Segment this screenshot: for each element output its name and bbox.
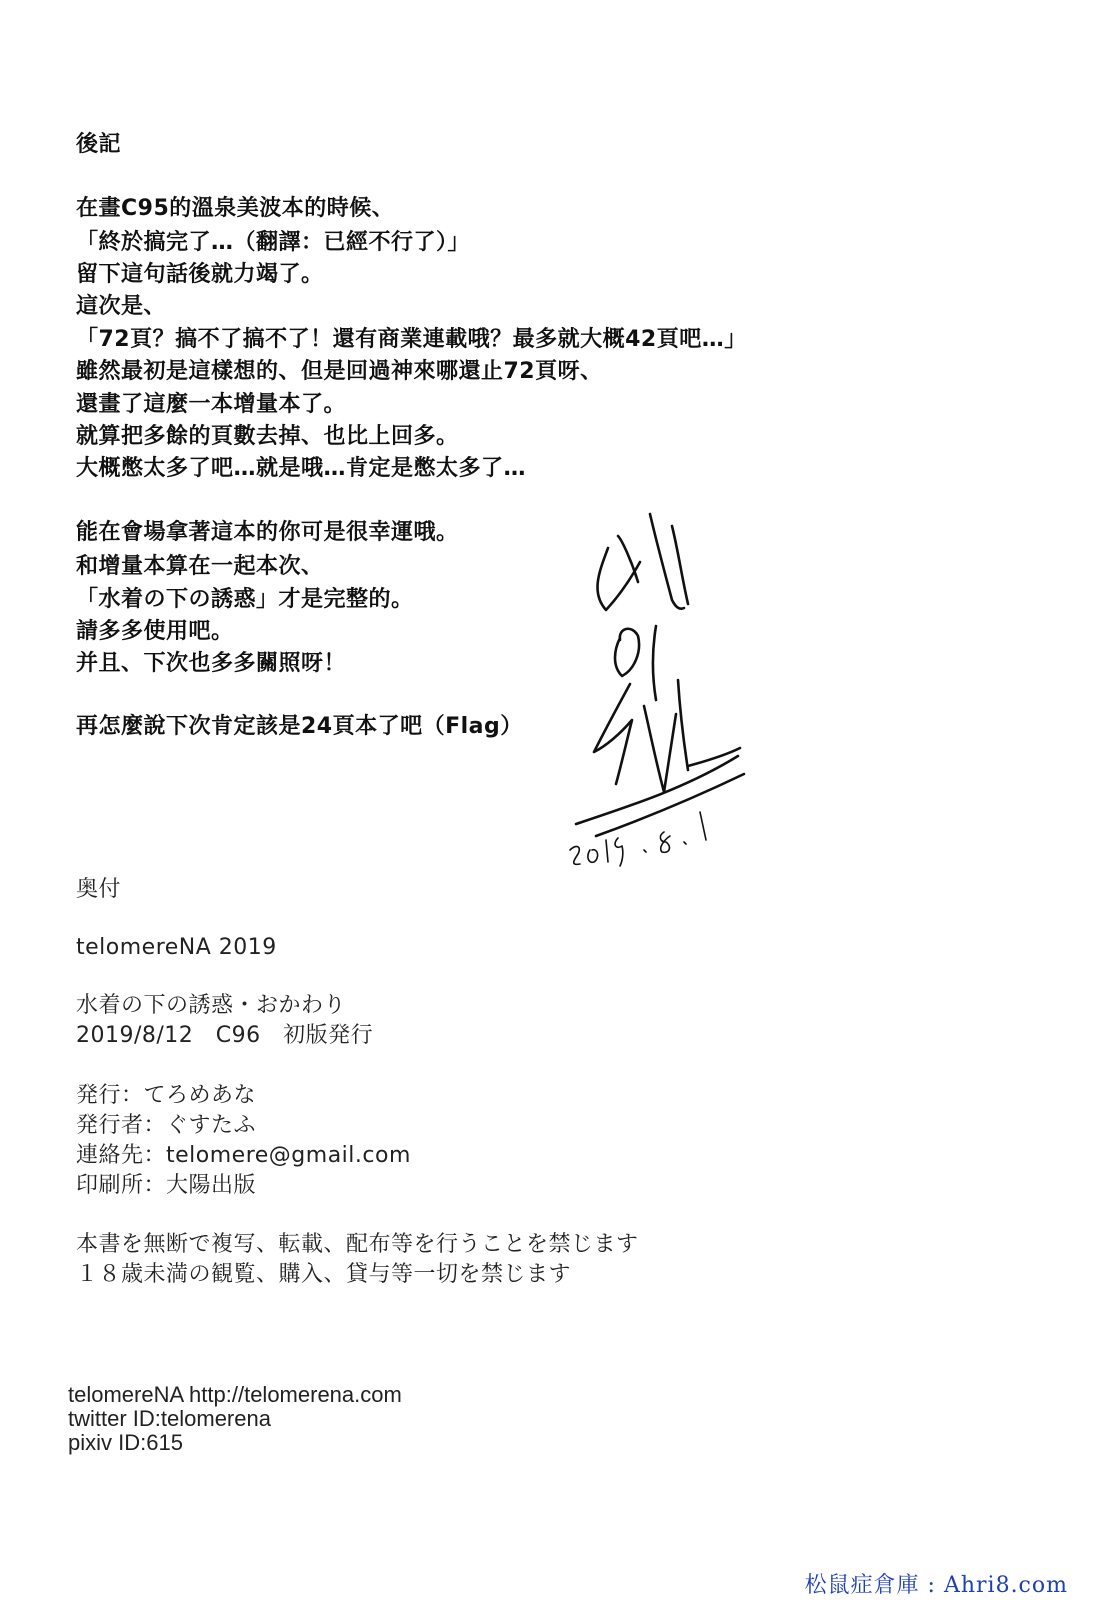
afterword-line: 請多多使用吧。 (76, 619, 234, 644)
afterword-line: 留下這句話後就力竭了。 (76, 262, 324, 287)
colophon-title: 水着の下の誘惑・おかわり (76, 993, 347, 1018)
afterword-line: 并且、下次也多多關照呀！ (76, 651, 347, 676)
colophon-printer: 印刷所：大陽出版 (76, 1173, 257, 1198)
afterword-line: 「終於搞完了…（翻譯：已經不行了）」 (76, 230, 471, 255)
afterword-line: 能在會場拿著這本的你可是很幸運哦。 (76, 520, 459, 545)
handwritten-signature (560, 500, 780, 890)
colophon-edition: 2019/8/12 C96 初版発行 (76, 1023, 374, 1048)
footer-twitter: twitter ID:telomerena (68, 1406, 271, 1431)
colophon-notice: 本書を無断で複写、転載、配布等を行うことを禁じます (76, 1232, 639, 1257)
colophon-contact: 連絡先：telomere@gmail.com (76, 1143, 411, 1168)
footer-site: telomereNA http://telomerena.com (68, 1382, 402, 1407)
afterword-line: 大概憋太多了吧…就是哦…肯定是憋太多了… (76, 456, 527, 481)
colophon-issuer: 発行者：ぐすたふ (76, 1113, 257, 1138)
colophon-notice: １８歳未満の観覧、購入、貸与等一切を禁じます (76, 1262, 572, 1287)
watermark-text: 松鼠症倉庫 : Ahri8.com (804, 1573, 1068, 1598)
afterword-heading: 後記 (76, 132, 122, 157)
colophon-circle: telomereNA 2019 (76, 935, 277, 960)
afterword-line: 還畫了這麼一本增量本了。 (76, 392, 347, 417)
afterword-line: 這次是、 (76, 294, 167, 319)
afterword-line: 和增量本算在一起本次、 (76, 554, 324, 579)
afterword-line: 雖然最初是這樣想的、但是回過神來哪還止72頁呀、 (76, 359, 603, 384)
footer-pixiv: pixiv ID:615 (68, 1430, 183, 1455)
afterword-line: 就算把多餘的頁數去掉、也比上回多。 (76, 424, 459, 449)
afterword-line: 「水着の下の誘惑」才是完整的。 (76, 587, 414, 612)
colophon-heading: 奥付 (76, 877, 122, 902)
afterword-line: 「72頁？搞不了搞不了！還有商業連載哦？最多就大概42頁吧…」 (76, 327, 747, 352)
afterword-line: 在畫C95的溫泉美波本的時候、 (76, 196, 395, 221)
colophon-publisher: 発行：てろめあな (76, 1083, 257, 1108)
afterword-closing: 再怎麼說下次肯定該是24頁本了吧（Flag） (76, 714, 523, 739)
